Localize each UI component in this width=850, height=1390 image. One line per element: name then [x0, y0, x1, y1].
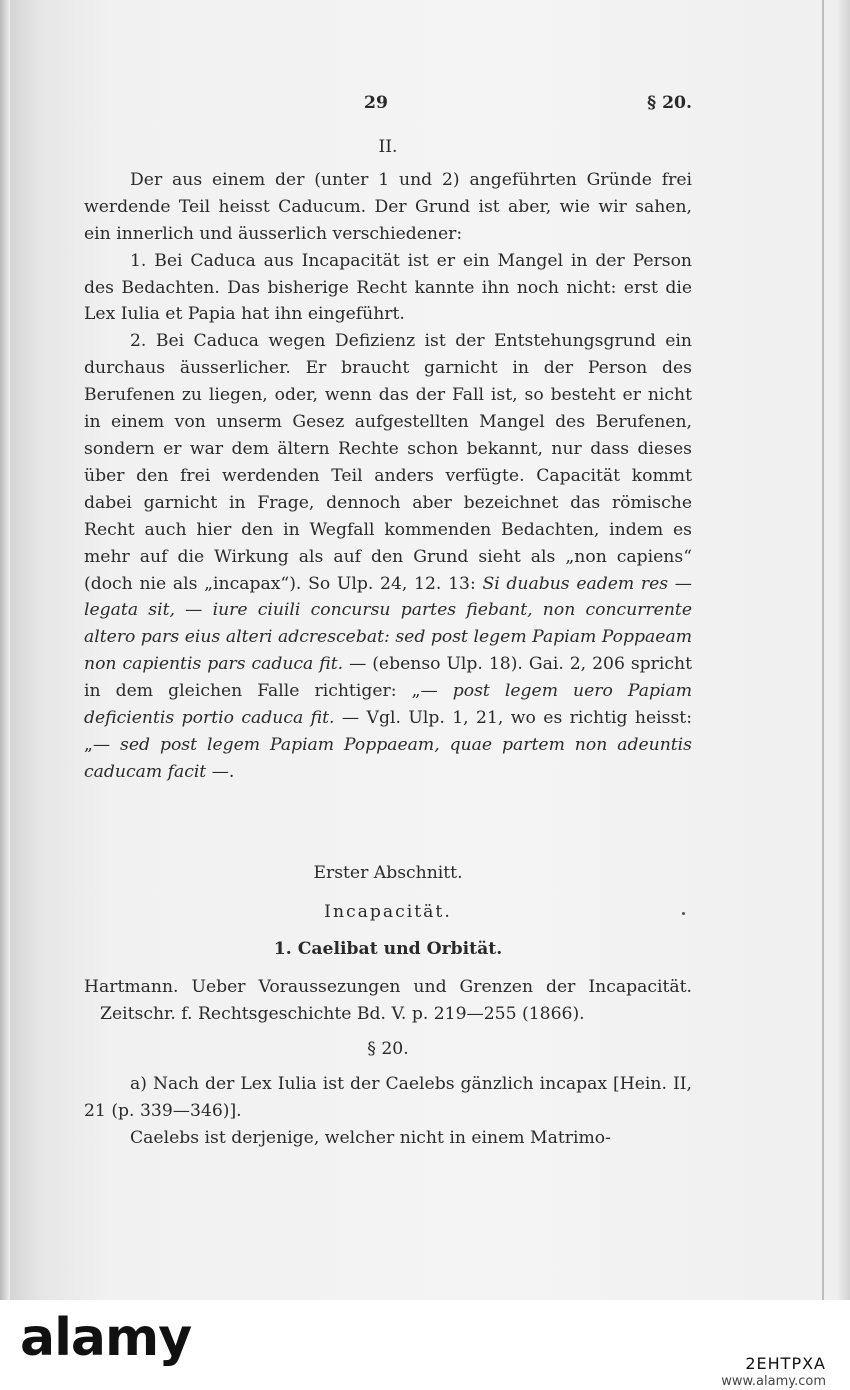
latin-quote: Si duabus eadem res — legata sit, — iure ciuili concursu partes fiebant, non concurrente altero pars eius alteri adcrescebat: sed post legem Papiam Poppaeam non capientis pars caduca fit. [84, 573, 692, 675]
image-id: 2EHTPXA [745, 1354, 826, 1373]
watermark-bar [0, 1300, 850, 1390]
text-run: — Vgl. Ulp. 1, 21, wo es richtig heisst: „— [84, 708, 693, 755]
paragraph-caduca-defizienz [84, 328, 692, 785]
text-run: — (ebenso Ulp. 18). Gai. 2, 206 spricht in dem gleichen Falle richtiger: „— [84, 654, 692, 702]
part-heading: II. [378, 137, 398, 157]
chapter-subtitle: 1. Caelibat und Orbität. [273, 938, 503, 959]
paragraph-a: a) Nach der Lex Iulia ist der Caelebs gänzlich incapax [Hein. II, 21 (p. 339—346)]. [84, 1074, 692, 1122]
text-run: —. [211, 761, 235, 782]
section-heading: Erster Abschnitt. [313, 862, 463, 883]
page-fold-line [822, 0, 824, 1300]
latin-quote: post legem uero Papiam deficientis portio caduca fit. [84, 681, 693, 729]
paragraph-caduca-incapacitaet: 1. Bei Caduca aus Incapacität ist er ein Mangel in der Person des Bedachten. Das bisherige Recht kannte ihn noch nicht: erst die Lex Iulia et Papia hat ihn eingeführt. [84, 250, 692, 325]
section-mark: § 20. [647, 93, 692, 113]
page-number: 29 [364, 93, 388, 113]
running-header [84, 90, 692, 120]
page-text-block [84, 90, 692, 1152]
text-run: 2. Bei Caduca wegen Defizienz ist der Entstehungsgrund ein durchaus äusserlicher. Er braucht garnicht in der Person des Berufenen zu liegen, oder, wenn das der Fall ist, so besteht er nicht in einem von unserm Gesez aufgestellten Mangel des Berufenen, sondern er war dem ältern Rechte schon bekannt, nur dass dieses über den frei werdenden Teil anders verfügte. Capacität kommt dabei garnicht in Frage, dennoch aber bezeichnet das römische Recht auch hier den in Wegfall kommenden Bedachten, indem es mehr auf die Wirkung als auf den Grund sieht als „non capiens“ (doch nie als „incapax“). So Ulp. 24, 12. 13: [84, 331, 692, 594]
paragraph-caducum-definition: Der aus einem der (unter 1 und 2) angeführten Gründe frei werdende Teil heisst Caducum. Der Grund ist aber, wie wir sahen, ein innerlich und äusserlich verschiedener: [84, 169, 692, 244]
section-number: § 20. [367, 1039, 409, 1060]
ink-speck [682, 912, 685, 915]
chapter-title: Incapacität. [324, 901, 452, 922]
watermark-url: www.alamy.com [721, 1374, 826, 1389]
literature-reference: Hartmann. Ueber Voraussezungen und Grenzen der Incapacität. Zeitschr. f. Rechtsgeschichte Bd. V. p. 219—255 (1866). [84, 977, 692, 1025]
latin-quote: sed post legem Papiam Poppaeam, quae partem non adeuntis caducam facit [84, 734, 692, 782]
paragraph-caelebs: Caelebs ist derjenige, welcher nicht in einem Matrimo- [130, 1128, 611, 1148]
page-left-edge-shadow [0, 0, 10, 1300]
alamy-logo: alamy [20, 1308, 192, 1368]
page-right-edge-shadow [836, 0, 850, 1300]
